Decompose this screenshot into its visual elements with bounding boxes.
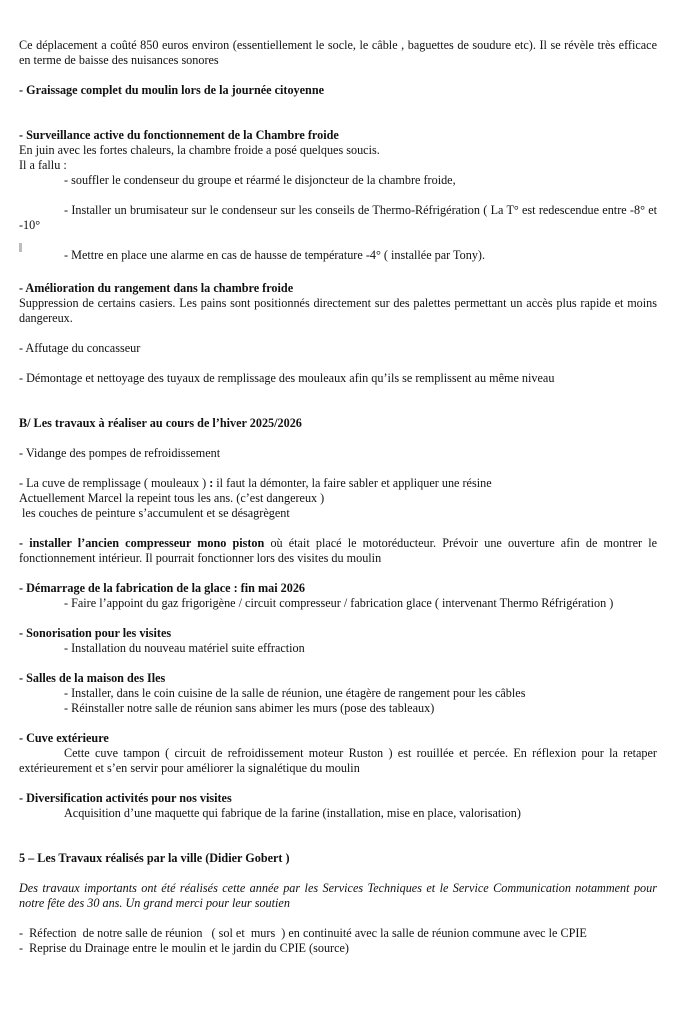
surveillance-item-3: - Mettre en place une alarme en cas de hausse de température -4° ( installée par Tony). [64,248,486,262]
graissage-item: - Graissage complet du moulin lors de la journée citoyenne [19,83,325,97]
cuve-exterieure-text: Cette cuve tampon ( circuit de refroidissement moteur Ruston ) est rouillée et percée. En réflexion pour la retaper extérieurement et s’en servir pour améliorer la signalétique du moulin [19,746,657,775]
salles-title: - Salles de la maison des Iles [19,671,166,685]
cuve-exterieure-title: - Cuve extérieure [19,731,109,745]
compresseur-item [19,536,657,566]
surveillance-line1: En juin avec les fortes chaleurs, la chambre froide a posé quelques soucis. [19,143,380,157]
salles-item-2: - Réinstaller notre salle de réunion sans abimer les murs (pose des tableaux) [64,701,435,715]
cuve-remplissage-line3: les couches de peinture s’accumulent et se désagrègent [19,506,290,520]
vidange-item: - Vidange des pompes de refroidissement [19,446,221,460]
salles-item-1: - Installer, dans le coin cuisine de la salle de réunion, une étagère de rangement pour les câbles [64,686,526,700]
surveillance-item-2: - Installer un brumisateur sur le condenseur sur les conseils de Thermo-Réfrigération ( La T° est redescendue entre -8° et -10° [19,203,657,232]
compresseur-text: où était placé le motoréducteur. Prévoir une ouverture afin de montrer le fonctionnement intérieur. Il pourrait fonctionner lors des visites du moulin [19,536,658,565]
section-5-intro: Des travaux importants ont été réalisés cette année par les Services Techniques et le Service Communication notamment pour notre fête des 30 ans. Un grand merci pour leur soutien [19,881,657,910]
demontage-item: - Démontage et nettoyage des tuyaux de remplissage des mouleaux afin qu’ils se remplissent au même niveau [19,371,555,385]
affutage-item: - Affutage du concasseur [19,341,141,355]
cuve-remplissage-line2: Actuellement Marcel la repeint tous les ans. (c’est dangereux ) [19,491,325,505]
compresseur-title: - installer l’ancien compresseur mono piston [19,536,265,550]
surveillance-item-1: - souffler le condenseur du groupe et réarmé le disjoncteur de la chambre froide, [64,173,456,187]
surveillance-title: - Surveillance active du fonctionnement de la Chambre froide [19,128,339,142]
cuve-remplissage-line1 [19,476,657,491]
diversification-text: Acquisition d’une maquette qui fabrique de la farine (installation, mise en place, valorisation) [64,806,521,820]
section-5-item-1: - Réfection de notre salle de réunion ( sol et murs ) en continuité avec la salle de réunion commune avec le CPIE [19,926,587,940]
section-5-title: 5 – Les Travaux réalisés par la ville (Didier Gobert ) [19,851,290,865]
rangement-text: Suppression de certains casiers. Les pains sont positionnés directement sur des palettes permettant un accès plus rapide et moins dangereux. [19,296,657,325]
glace-title: - Démarrage de la fabrication de la glace : fin mai 2026 [19,581,306,595]
cuve-remplissage-label: - La cuve de remplissage ( mouleaux ) [19,476,210,490]
rangement-title: - Amélioration du rangement dans la chambre froide [19,281,294,295]
cuve-remplissage-colon: : [209,476,214,490]
diversification-title: - Diversification activités pour nos visites [19,791,232,805]
surveillance-line2: Il a fallu : [19,158,67,172]
section-b-title: B/ Les travaux à réaliser au cours de l’hiver 2025/2026 [19,416,302,430]
intro-paragraph: Ce déplacement a coûté 850 euros environ (essentiellement le socle, le câble , baguettes de soudure etc). Il se révèle très efficace en terme de baisse des nuisances sonores [19,38,657,67]
section-5-item-2: - Reprise du Drainage entre le moulin et le jardin du CPIE (source) [19,941,349,955]
cuve-remplissage-desc: il faut la démonter, la faire sabler et appliquer une résine [213,476,492,490]
sonorisation-title: - Sonorisation pour les visites [19,626,172,640]
sonorisation-item: - Installation du nouveau matériel suite effraction [64,641,305,655]
glace-item: - Faire l’appoint du gaz frigorigène / circuit compresseur / fabrication glace ( intervenant Thermo Réfrigération ) [64,596,614,610]
